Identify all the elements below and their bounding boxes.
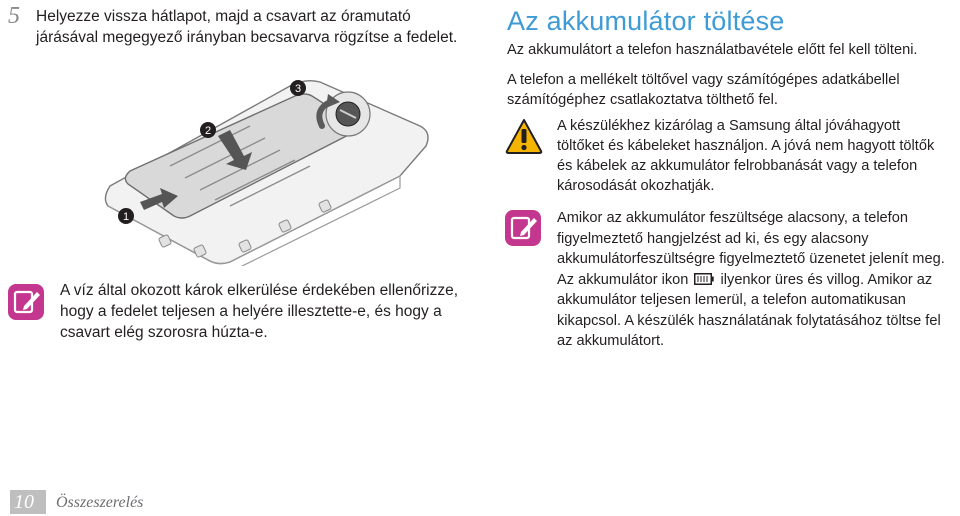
- charging-method-paragraph: A telefon a mellékelt töltővel vagy számítógépes adatkábellel számítógéphez csatlakoztatva tölthető fel.: [507, 72, 900, 108]
- low-battery-note-part1: Amikor az akkumulátor feszültsége alacsony, a telefon figyelmeztető hangjelzést ad ki, és egy alacsony akkumulátorfeszültségre figyelmeztető üzenetet jelenít meg. Az akkumulátor ikon: [557, 210, 945, 288]
- step-number: 5: [8, 3, 20, 29]
- low-battery-note-part2: ilyenkor üres és villog. Amikor az akkumulátor teljesen lemerül, a telefon automatikusan kikapcsol. A készülék használatának folytatásához töltse fel az akkumulátort.: [557, 271, 941, 349]
- svg-text:2: 2: [204, 125, 212, 137]
- phone-back-cover-illustration: [100, 66, 440, 266]
- low-battery-note: [557, 208, 949, 352]
- warning-triangle-icon: [505, 118, 543, 154]
- battery-empty-icon: [694, 273, 714, 285]
- footer-section-label: Összeszerelés: [56, 494, 144, 511]
- svg-text:3: 3: [294, 83, 302, 95]
- intro-paragraph: Az akkumulátort a telefon használatbavétele előtt fel kell tölteni.: [507, 42, 918, 58]
- page-number-box: [10, 490, 46, 514]
- section-title: Az akkumulátor töltése: [507, 6, 785, 36]
- step-instruction: Helyezze vissza hátlapot, majd a csavart az óramutató járásával megegyező irányban becsavarva rögzítse a fedelet.: [36, 8, 458, 46]
- note-pencil-icon: [505, 210, 541, 246]
- note-pencil-icon: [8, 284, 44, 320]
- svg-text:1: 1: [122, 211, 130, 223]
- warning-text: A készülékhez kizárólag a Samsung által jóváhagyott töltőket és kábeleket használjon. A jóvá nem hagyott töltők és kábelek az akkumulátor felrobbanását vagy a telefon károsodását okozhatják.: [557, 118, 935, 194]
- water-damage-note: A víz által okozott károk elkerülése érdekében ellenőrizze, hogy a fedelet teljesen a helyére illesztette-e, és hogy a csavart elég szorosra húzta-e.: [60, 282, 459, 341]
- page-number: 10: [14, 491, 34, 513]
